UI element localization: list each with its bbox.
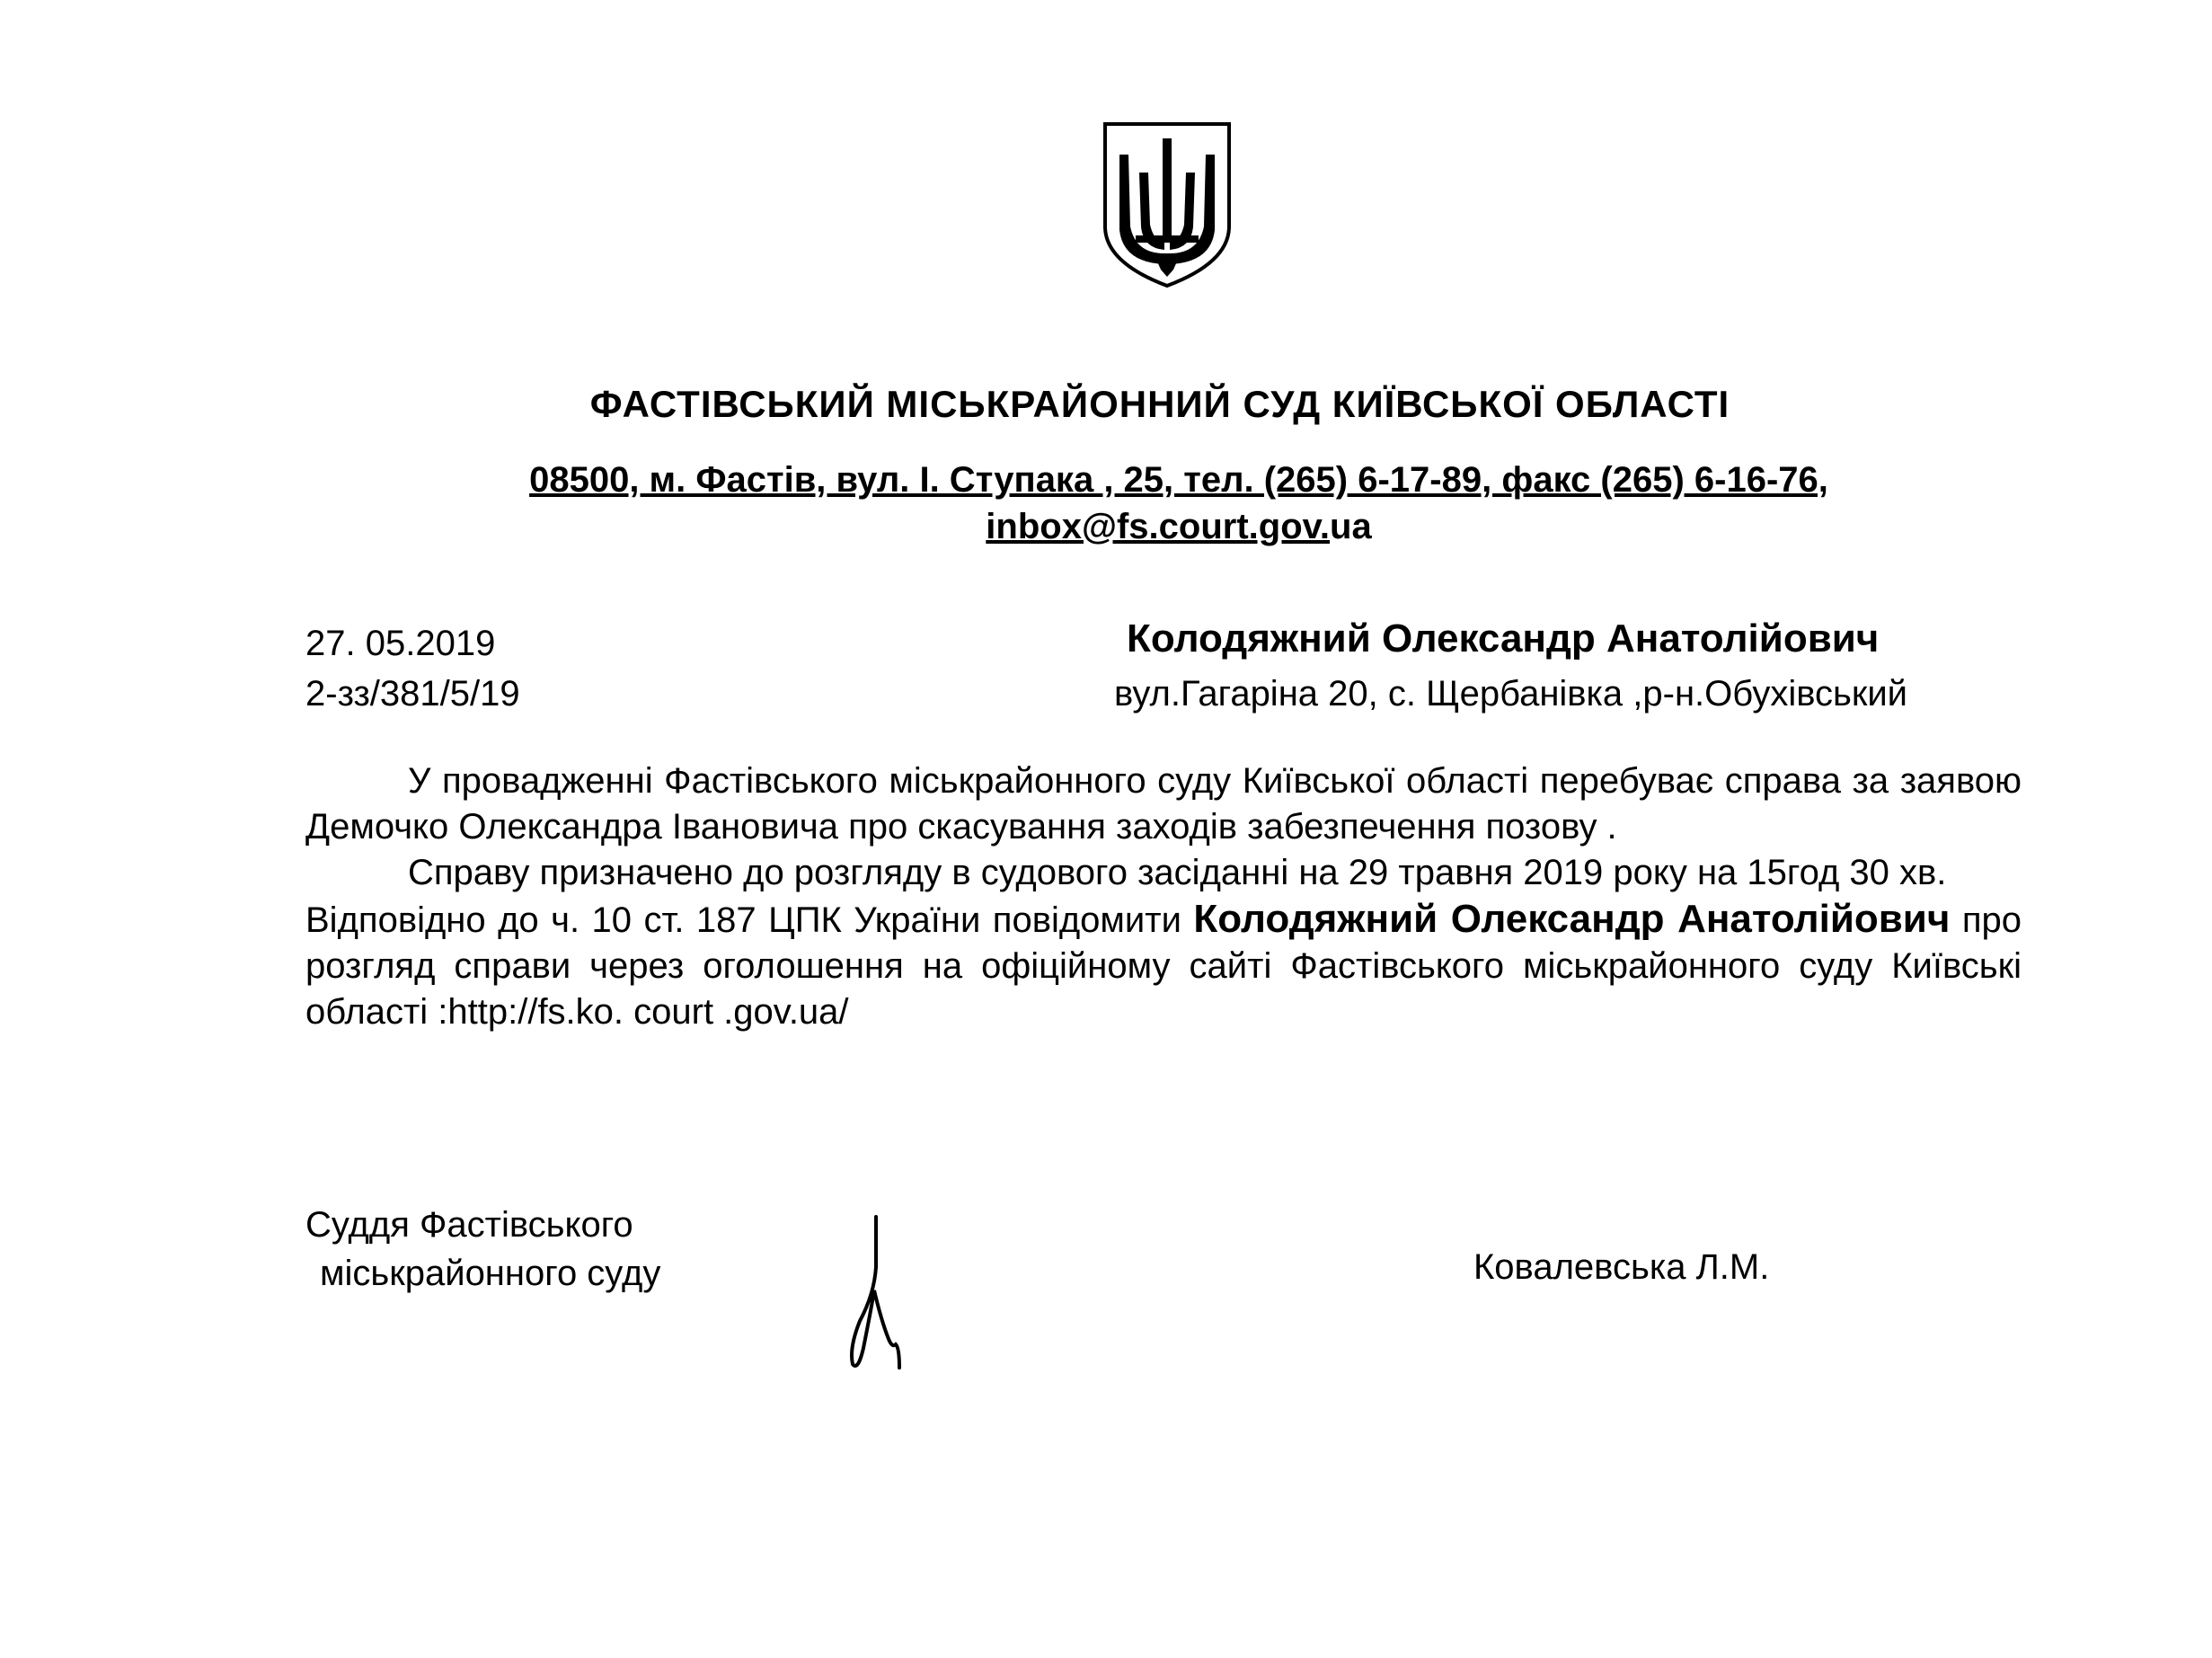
- addressee-address: вул.Гагаріна 20, с. Щербанівка ,р-н.Обухівський: [1114, 674, 1908, 714]
- court-email-line: [424, 503, 1933, 550]
- body-paragraph-notice: [305, 896, 2022, 1035]
- notice-text-end: про розгляд справи через оголошення на офіційному сайті Фастівського міськрайонного суду Київські області :http://fs.ko. court .gov.ua/: [305, 900, 2022, 1032]
- body-paragraph-case: У провадженні Фастівського міськрайонного суду Київської області перебуває справа за заявою Демочко Олександра Івановича про скасування заходів забезпечення позову .: [305, 761, 2022, 847]
- court-email-link[interactable]: inbox@fs.court.gov.: [986, 507, 1331, 546]
- judge-title-block: [305, 1201, 660, 1298]
- court-address-line: 08500, м. Фастів, вул. І. Ступака , 25, тел. (265) 6-17-89, факс (265) 6-16-76,: [529, 460, 1828, 500]
- letter-date: 27. 05.2019: [305, 624, 496, 663]
- judge-title-line2: міськрайонного суду: [320, 1254, 661, 1293]
- letter-meta: [305, 618, 520, 719]
- body-paragraph-hearing: Справу призначено до розгляду в судового засіданні на 29 травня 2019 року на 15год 30 хв.: [408, 853, 1947, 892]
- trident-coat-of-arms-icon: [1100, 119, 1234, 289]
- addressee-name: Колодяжний Олександр Анатолійович: [1127, 616, 1880, 661]
- judge-name: Ковалевська Л.М.: [1473, 1247, 1770, 1287]
- case-reference: 2-зз/381/5/19: [305, 674, 520, 714]
- judge-title-line1: Суддя Фастівського: [305, 1205, 633, 1245]
- court-name-heading: ФАСТІВСЬКИЙ МІСЬКРАЙОННИЙ СУД КИЇВСЬКОЇ ОБЛАСТІ: [589, 383, 1730, 425]
- court-contact-block: [424, 457, 1933, 550]
- handwritten-signature: [840, 1213, 912, 1375]
- letter-body: [305, 758, 2022, 1035]
- notice-addressee-name: Колодяжний Олександр Анатолійович: [1193, 897, 1951, 941]
- notice-text-start: Відповідно до ч. 10 ст. 187 ЦПК України повідомити: [305, 900, 1194, 940]
- court-email-suffix: ua: [1330, 507, 1372, 546]
